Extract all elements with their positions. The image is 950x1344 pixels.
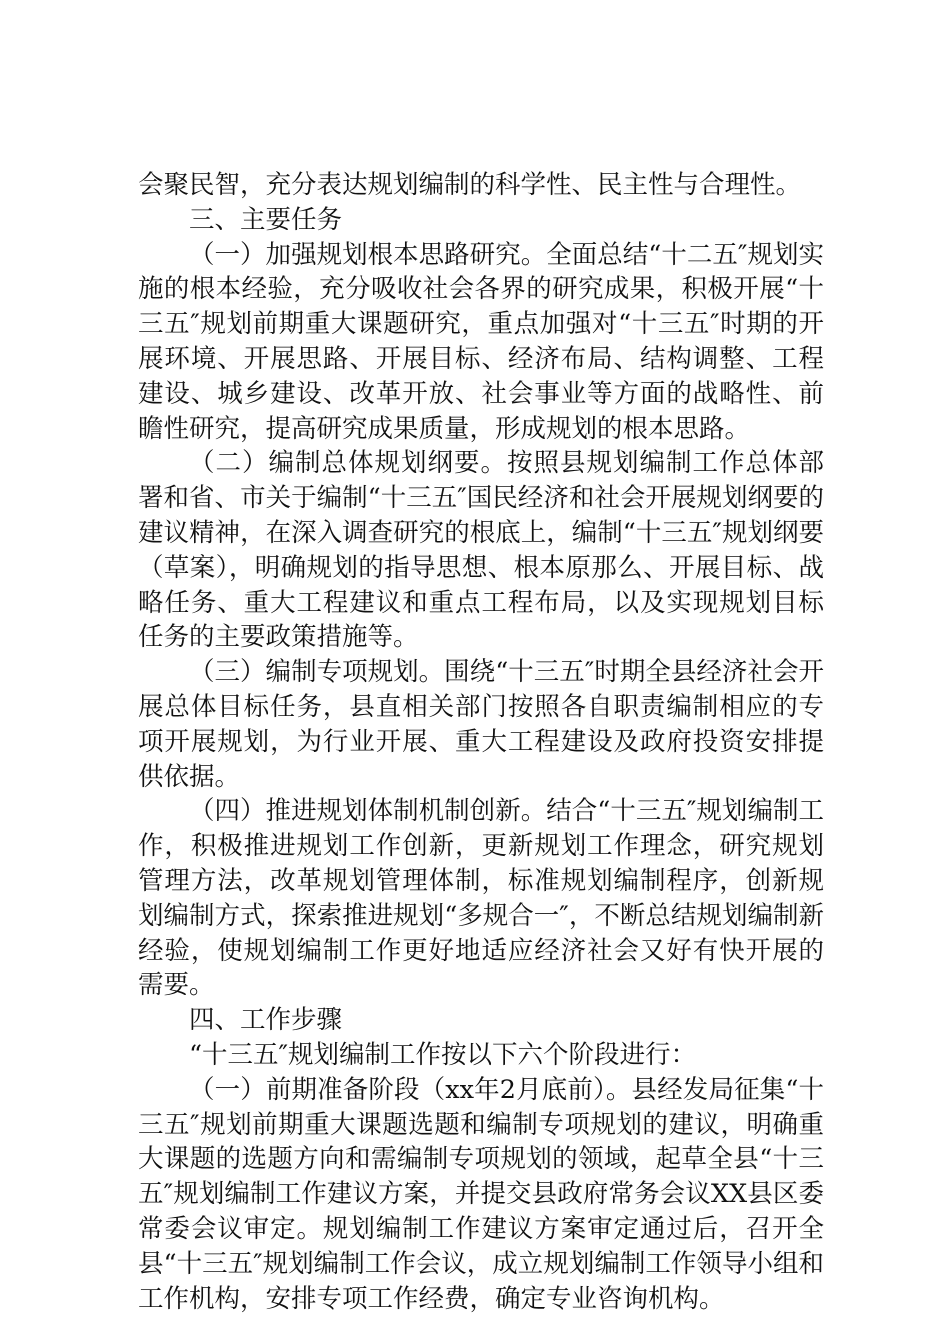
section-heading-work-steps: 四、工作步骤 (189, 1005, 343, 1036)
paragraph-task-1: （一）加强规划根本思路研究。全面总结“十二五″规划实施的根本经验，充分吸收社会各界的研究成果，积极开展“十三五″规划前期重大课题研究，重点加强对“十三五″时期的开展环境、开展思路、开展目标、经济布局、结构调整、工程建设、城乡建设、改革开放、社会事业等方面的战略性、前瞻性研究，提高研究成果质量，形成规划的根本思路。 (138, 239, 824, 444)
paragraph-task-3: （三）编制专项规划。围绕“十三五″时期全县经济社会开展总体目标任务，县直相关部门按照各自职责编制相应的专项开展规划，为行业开展、重大工程建设及政府投资安排提供依据。 (138, 657, 824, 792)
section-heading-main-tasks: 三、主要任务 (189, 204, 343, 235)
paragraph-task-4: （四）推进规划体制机制创新。结合“十三五″规划编制工作，积极推进规划工作创新，更新规划工作理念，研究规划管理方法，改革规划管理体制，标准规划编制程序，创新规划编制方式，探索推进规划“多规合一″，不断总结规划编制新经验，使规划编制工作更好地适应经济社会又好有快开展的需要。 (138, 796, 824, 1001)
paragraph-step-1: （一）前期准备阶段（xx年2月底前）。县经发局征集“十三五″规划前期重大课题选题和编制专项规划的建议，明确重大课题的选题方向和需编制专项规划的领域，起草全县“十三五″规划编制工作建议方案，并提交县政府常务会议XX县区委常委会议审定。规划编制工作建议方案审定通过后，召开全县“十三五″规划编制工作会议，成立规划编制工作领导小组和工作机构，安排专项工作经费，确定专业咨询机构。 (138, 1074, 824, 1314)
paragraph-task-2: （二）编制总体规划纲要。按照县规划编制工作总体部署和省、市关于编制“十三五″国民经济和社会开展规划纲要的建议精神，在深入调查研究的根底上，编制“十三五″规划纲要（草案），明确规划的指导思想、根本原那么、开展目标、战略任务、重大工程建议和重点工程布局，以及实现规划目标任务的主要政策措施等。 (138, 448, 824, 653)
paragraph-steps-intro: “十三五″规划编制工作按以下六个阶段进行： (189, 1039, 697, 1070)
paragraph-continuation: 会聚民智，充分表达规划编制的科学性、民主性与合理性。 (138, 170, 802, 200)
document-body (138, 168, 824, 1316)
